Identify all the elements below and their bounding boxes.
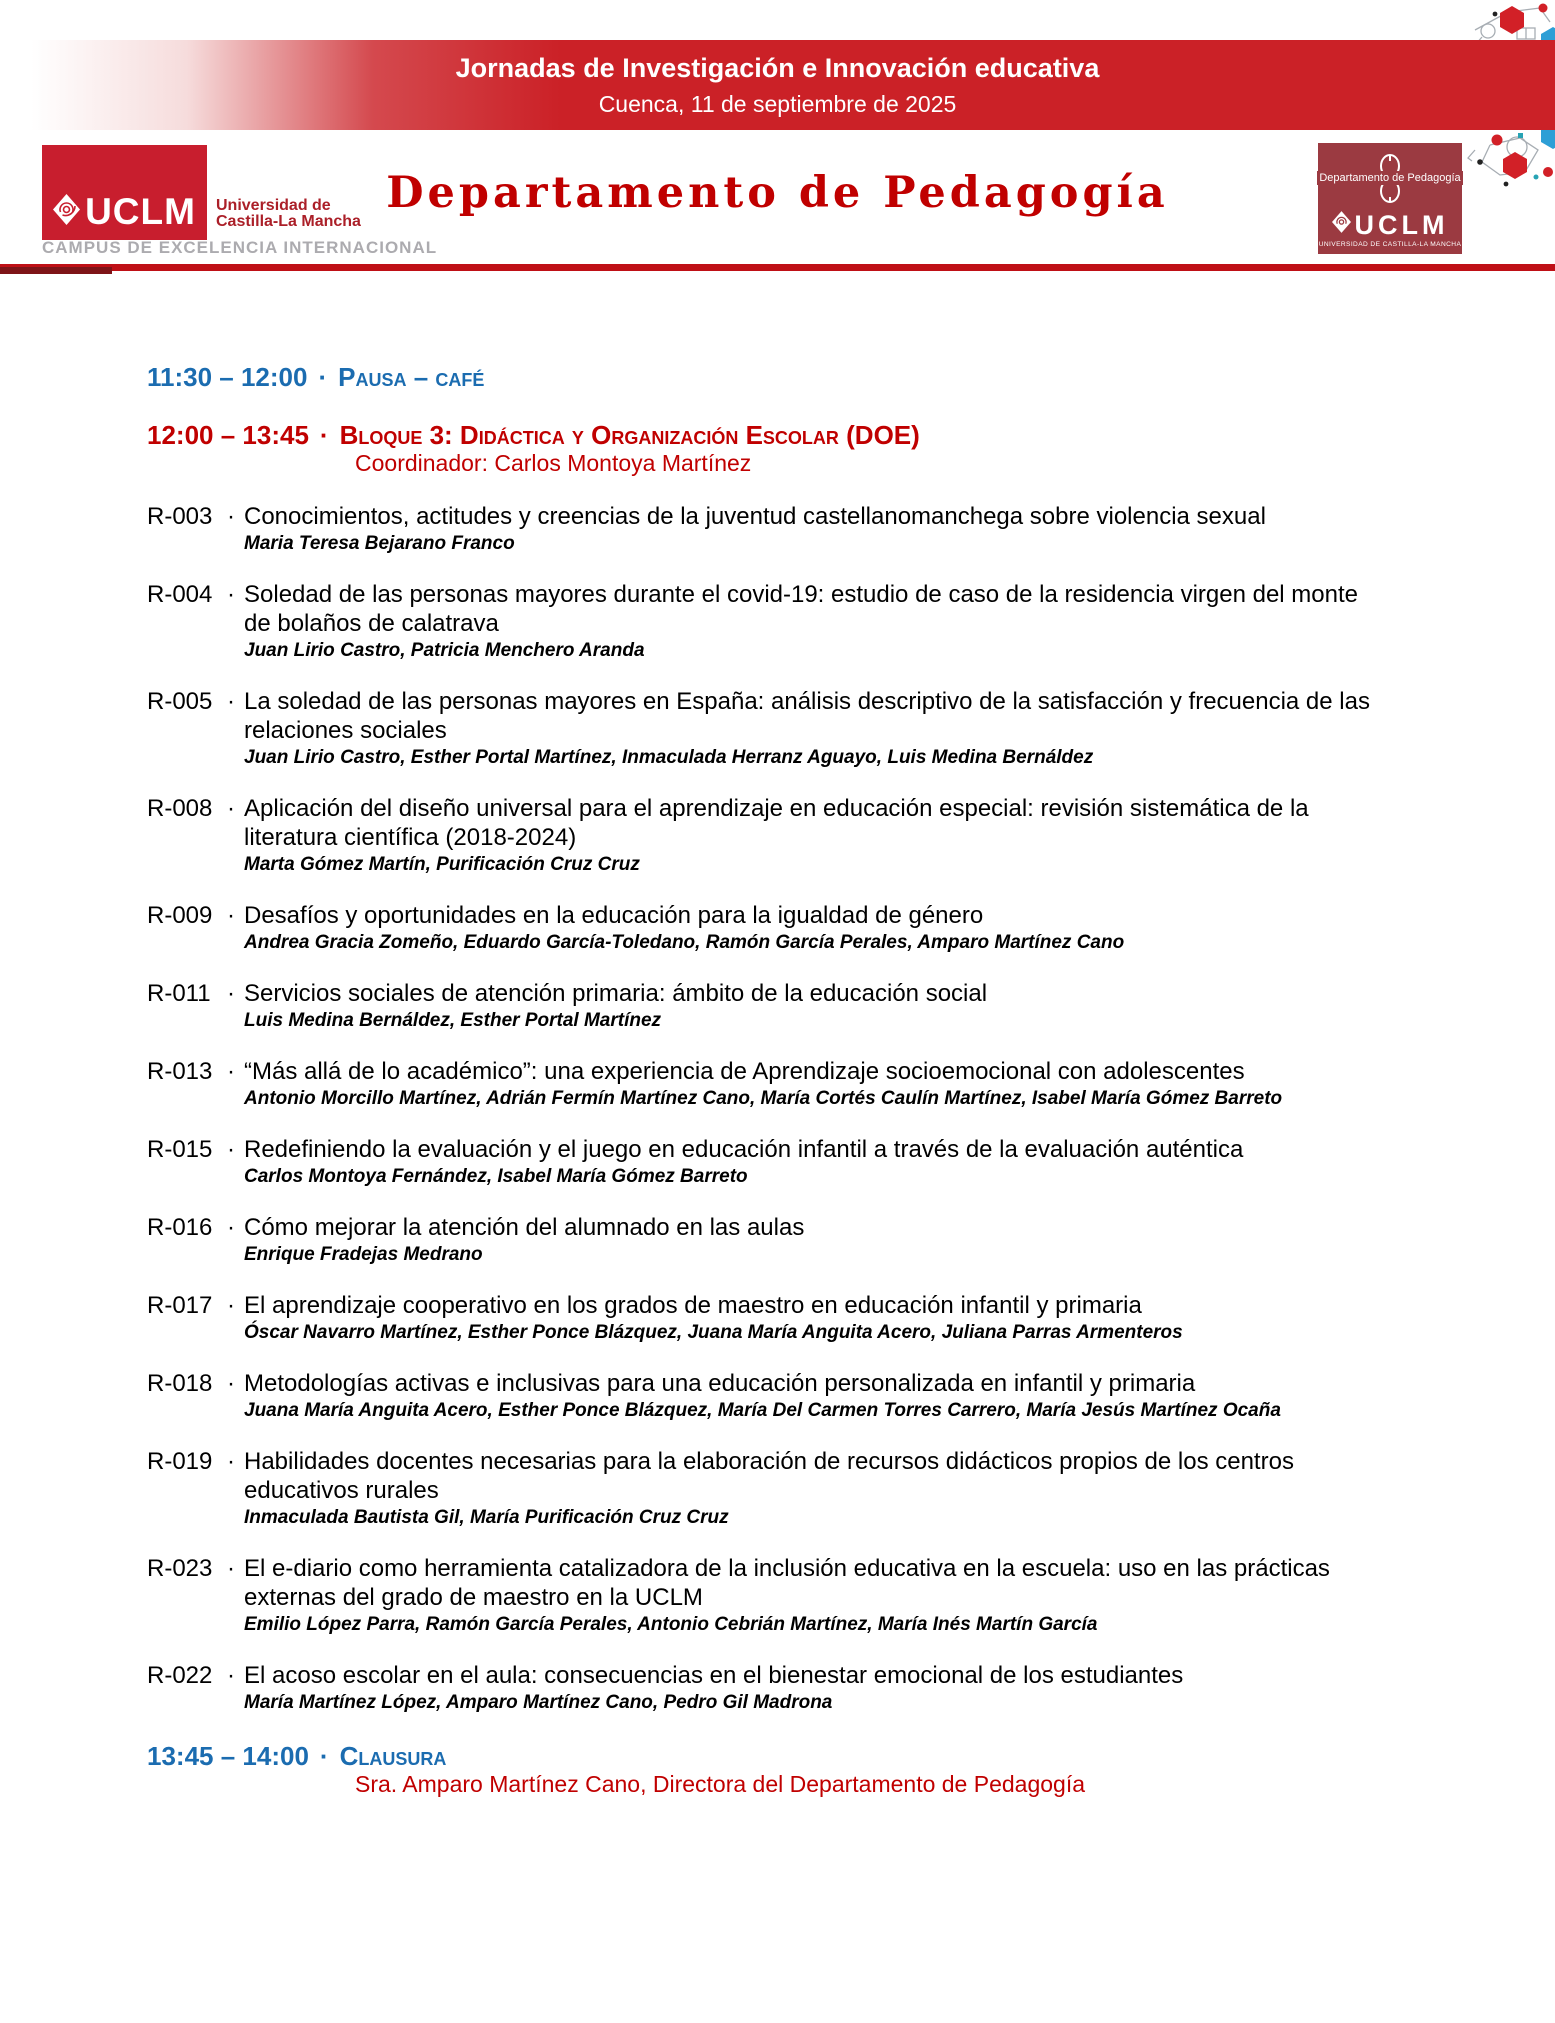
dot-separator: · [319, 1741, 329, 1771]
session-item [147, 1213, 1437, 1267]
campus-excellence-label: CAMPUS DE EXCELENCIA INTERNACIONAL [42, 238, 438, 257]
session-code: R-011 [147, 980, 211, 1007]
session-item [147, 1291, 1437, 1345]
session-title: Habilidades docentes necesarias para la elaboración de recursos didácticos propios de los centros educativos rurales [244, 1448, 1294, 1504]
schedule-row-block3 [147, 420, 1437, 450]
session-authors: Maria Teresa Bejarano Franco [244, 533, 515, 554]
session-authors: Juan Lirio Castro, Esther Portal Martínez, Inmaculada Herranz Aguayo, Luis Medina Bernáldez [244, 747, 1094, 768]
session-title: La soledad de las personas mayores en España: análisis descriptivo de la satisfacción y frecuencia de las relaciones sociales [244, 688, 1370, 744]
session-code: R-005 [147, 688, 213, 715]
department-logo-university-text: UNIVERSIDAD DE CASTILLA-LA MANCHA [1318, 241, 1462, 248]
session-code: R-017 [147, 1292, 213, 1319]
session-item [147, 580, 1437, 663]
session-item [147, 979, 1437, 1033]
university-name-line1: Universidad de [216, 197, 331, 214]
session-authors: Antonio Morcillo Martínez, Adrián Fermín Martínez Cano, María Cortés Caulín Martínez, Isabel María Gómez Barreto [244, 1088, 1283, 1109]
session-authors: Enrique Fradejas Medrano [244, 1244, 483, 1265]
session-title: Aplicación del diseño universal para el aprendizaje en educación especial: revisión sistemática de la literatura científica (2018-2024) [244, 795, 1309, 851]
fingerprint-icon [1332, 211, 1351, 238]
session-authors: Luis Medina Bernáldez, Esther Portal Martínez [244, 1010, 662, 1031]
department-logo [1318, 143, 1462, 254]
session-item [147, 502, 1437, 556]
dot-separator: · [227, 1136, 235, 1163]
dot-separator: · [319, 420, 329, 450]
session-code: R-018 [147, 1370, 213, 1397]
session-code: R-019 [147, 1448, 213, 1475]
header-divider-accent [0, 267, 112, 274]
dot-separator: · [227, 503, 235, 530]
session-code: R-022 [147, 1662, 213, 1689]
dot-separator: · [227, 1292, 235, 1319]
break-label: Pausa – café [338, 362, 485, 392]
session-code: R-003 [147, 503, 213, 530]
break-time: 11:30 – 12:00 [147, 362, 308, 392]
event-title: Jornadas de Investigación e Innovación educativa [455, 53, 1100, 83]
dot-separator: · [227, 1555, 235, 1582]
session-item [147, 1369, 1437, 1423]
session-item [147, 1661, 1437, 1715]
dot-separator: · [227, 1448, 235, 1475]
session-item [147, 687, 1437, 770]
dot-separator: · [318, 362, 328, 392]
dot-separator: · [227, 1214, 235, 1241]
session-code: R-009 [147, 902, 213, 929]
dot-separator: · [227, 1370, 235, 1397]
closing-speaker: Sra. Amparo Martínez Cano, Directora del Departamento de Pedagogía [355, 1771, 1086, 1797]
session-authors: Juana María Anguita Acero, Esther Ponce Blázquez, María Del Carmen Torres Carrero, María Jesús Martínez Ocaña [244, 1400, 1281, 1421]
schedule-row-break [147, 362, 1437, 392]
session-item [147, 1554, 1437, 1637]
session-title: El acoso escolar en el aula: consecuencias en el bienestar emocional de los estudiantes [244, 1662, 1184, 1689]
session-title: El e-diario como herramienta catalizadora de la inclusión educativa en la escuela: uso en las prácticas externas del grado de maestro en la UCLM [244, 1555, 1330, 1611]
event-date-location: Cuenca, 11 de septiembre de 2025 [598, 91, 957, 117]
session-authors: Carlos Montoya Fernández, Isabel María Gómez Barreto [244, 1166, 748, 1187]
dot-separator: · [227, 902, 235, 929]
session-item [147, 1135, 1437, 1189]
dot-separator: · [227, 581, 235, 608]
session-code: R-016 [147, 1214, 213, 1241]
session-item [147, 1057, 1437, 1111]
closing-label: Clausura [339, 1741, 447, 1771]
dot-separator: · [227, 795, 235, 822]
session-code: R-004 [147, 581, 213, 608]
session-authors: Óscar Navarro Martínez, Esther Ponce Blázquez, Juana María Anguita Acero, Juliana Parras Armenteros [244, 1322, 1183, 1343]
session-title: Metodologías activas e inclusivas para una educación personalizada en infantil y primaria [244, 1370, 1196, 1397]
header-divider [0, 264, 1555, 271]
session-authors: Andrea Gracia Zomeño, Eduardo García-Toledano, Ramón García Perales, Amparo Martínez Cano [244, 932, 1125, 953]
session-list [147, 502, 1437, 1715]
session-authors: Emilio López Parra, Ramón García Perales, Antonio Cebrián Martínez, María Inés Martín García [244, 1614, 1098, 1635]
university-name-line2: Castilla-La Mancha [216, 213, 361, 230]
session-title: Redefiniendo la evaluación y el juego en educación infantil a través de la evaluación auténtica [244, 1136, 1244, 1163]
block3-label: Bloque 3: Didáctica y Organización Escolar (DOE) [339, 420, 920, 450]
session-title: Soledad de las personas mayores durante el covid-19: estudio de caso de la residencia virgen del monte de bolaños de calatrava [244, 581, 1359, 637]
event-banner [0, 40, 1555, 130]
session-item [147, 901, 1437, 955]
closing-time: 13:45 – 14:00 [147, 1741, 309, 1771]
page-title: Departamento de Pedagogía [386, 168, 1169, 218]
dot-separator: · [227, 1058, 235, 1085]
session-code: R-008 [147, 795, 213, 822]
department-logo-uclm-text: UCLM [1354, 209, 1449, 240]
session-item [147, 1447, 1437, 1530]
session-authors: Juan Lirio Castro, Patricia Menchero Aranda [244, 640, 645, 661]
session-code: R-015 [147, 1136, 213, 1163]
session-title: Servicios sociales de atención primaria: ámbito de la educación social [244, 980, 988, 1007]
session-code: R-023 [147, 1555, 213, 1582]
session-title: “Más allá de lo académico”: una experiencia de Aprendizaje socioemocional con adolescentes [244, 1058, 1245, 1085]
dot-separator: · [227, 1662, 235, 1689]
department-logo-title: Departamento de Pedagogía [1319, 172, 1461, 184]
schedule [147, 362, 1437, 1797]
session-title: Cómo mejorar la atención del alumnado en las aulas [244, 1214, 805, 1241]
session-title: Conocimientos, actitudes y creencias de la juventud castellanomanchega sobre violencia sexual [244, 503, 1266, 530]
session-authors: Inmaculada Bautista Gil, María Purificación Cruz Cruz [244, 1507, 729, 1528]
schedule-row-closing [147, 1741, 1437, 1771]
session-authors: María Martínez López, Amparo Martínez Cano, Pedro Gil Madrona [244, 1692, 833, 1713]
session-title: El aprendizaje cooperativo en los grados de maestro en educación infantil y primaria [244, 1292, 1142, 1319]
block3-coordinator: Coordinador: Carlos Montoya Martínez [355, 450, 752, 476]
session-code: R-013 [147, 1058, 213, 1085]
uclm-logo-text: UCLM [85, 191, 196, 232]
dot-separator: · [227, 688, 235, 715]
session-item [147, 794, 1437, 877]
session-title: Desafíos y oportunidades en la educación para la igualdad de género [244, 902, 984, 929]
block3-time: 12:00 – 13:45 [147, 420, 309, 450]
dot-separator: · [227, 980, 235, 1007]
session-authors: Marta Gómez Martín, Purificación Cruz Cruz [244, 854, 640, 875]
